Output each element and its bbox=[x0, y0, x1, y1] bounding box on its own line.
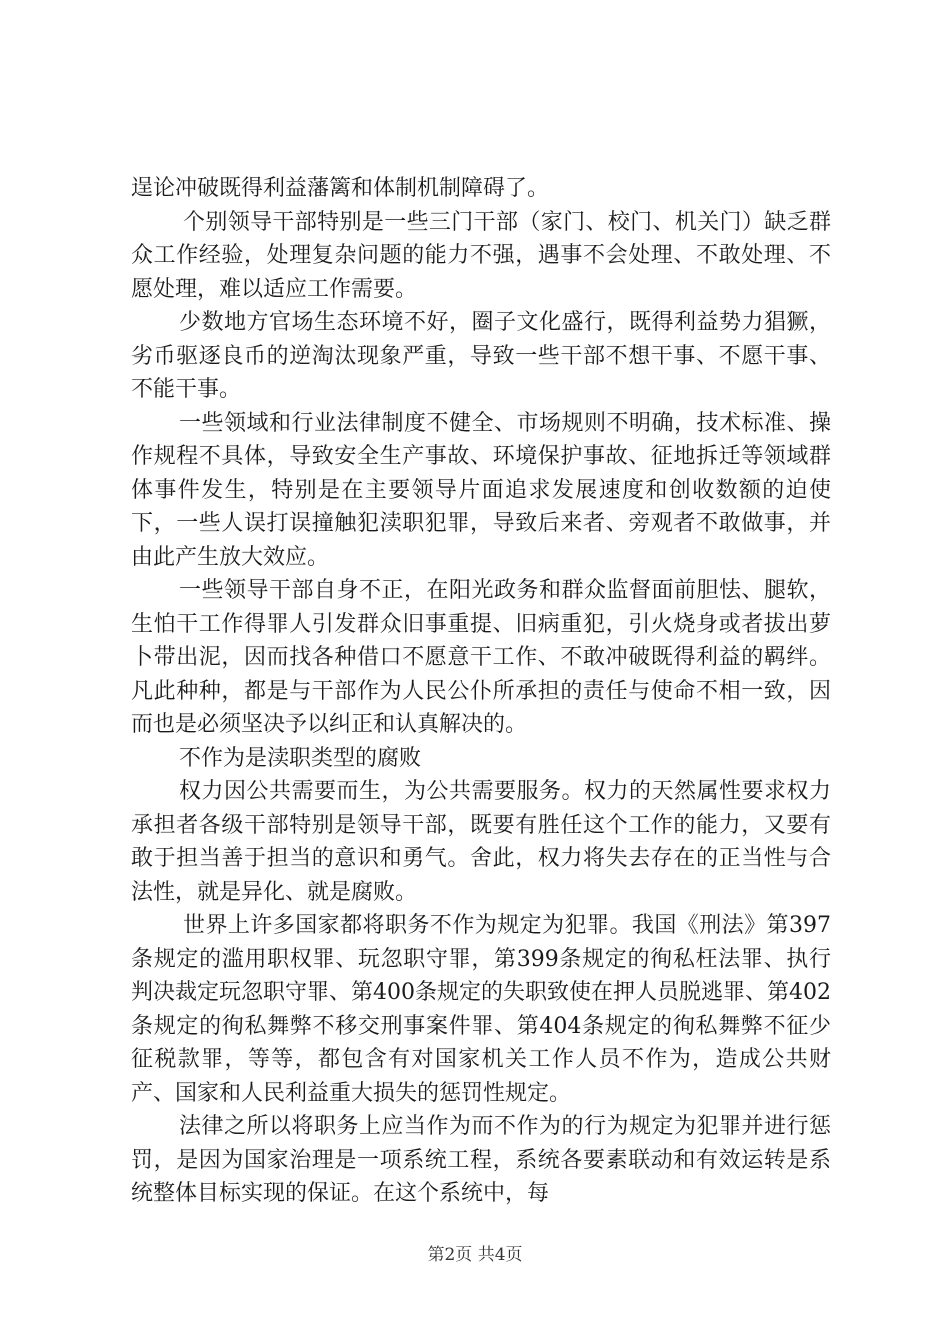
paragraph: 一些领导干部自身不正，在阳光政务和群众监督面前胆怯、腿软，生怕干工作得罪人引发群众旧事重提、旧病重犯，引火烧身或者拔出萝卜带出泥，因而找各种借口不愿意干工作、不敢冲破既得利益的羁绊。凡此种种，都是与干部作为人民公仆所承担的责任与使命不相一致，因而也是必须坚决予以纠正和认真解决的。 bbox=[131, 578, 831, 737]
paragraph: 法律之所以将职务上应当作为而不作为的行为规定为犯罪并进行惩罚，是因为国家治理是一项系统工程，系统各要素联动和有效运转是系统整体目标实现的保证。在这个系统中，每 bbox=[131, 1114, 831, 1206]
paragraph-continuation: 逞论冲破既得利益藩篱和体制机制障碍了。 bbox=[131, 176, 550, 201]
paragraph: 少数地方官场生态环境不好，圈子文化盛行，既得利益势力猖獗，劣币驱逐良币的逆淘汰现象严重，导致一些干部不想干事、不愿干事、不能干事。 bbox=[131, 310, 831, 402]
document-body bbox=[131, 172, 831, 1211]
paragraph: 一些领域和行业法律制度不健全、市场规则不明确，技术标准、操作规程不具体，导致安全生产事故、环境保护事故、征地拆迁等领域群体事件发生，特别是在主要领导片面追求发展速度和创收数额的迫使下，一些人误打误撞触犯渎职犯罪，导致后来者、旁观者不敢做事，并由此产生放大效应。 bbox=[131, 410, 831, 570]
section-heading: 不作为是渎职类型的腐败 bbox=[179, 745, 422, 771]
page-footer: 第2页 共4页 bbox=[427, 1245, 523, 1265]
paragraph: 世界上许多国家都将职务不作为规定为犯罪。我国《刑法》第397条规定的滥用职权罪、玩忽职守罪，第399条规定的徇私枉法罪、执行判决裁定玩忽职守罪、第400条规定的失职致使在押人员脱逃罪、第402条规定的徇私舞弊不移交刑事案件罪、第404条规定的徇私舞弊不征少征税款罪，等等，都包含有对国家机关工作人员不作为，造成公共财产、国家和人民利益重大损失的惩罚性规定。 bbox=[131, 913, 831, 1106]
paragraph: 权力因公共需要而生，为公共需要服务。权力的天然属性要求权力承担者各级干部特别是领导干部，既要有胜任这个工作的能力，又要有敢于担当善于担当的意识和勇气。舍此，权力将失去存在的正当性与合法性，就是异化、就是腐败。 bbox=[131, 779, 831, 905]
paragraph: 个别领导干部特别是一些三门干部（家门、校门、机关门）缺乏群众工作经验，处理复杂问题的能力不强，遇事不会处理、不敢处理、不愿处理，难以适应工作需要。 bbox=[131, 209, 831, 302]
